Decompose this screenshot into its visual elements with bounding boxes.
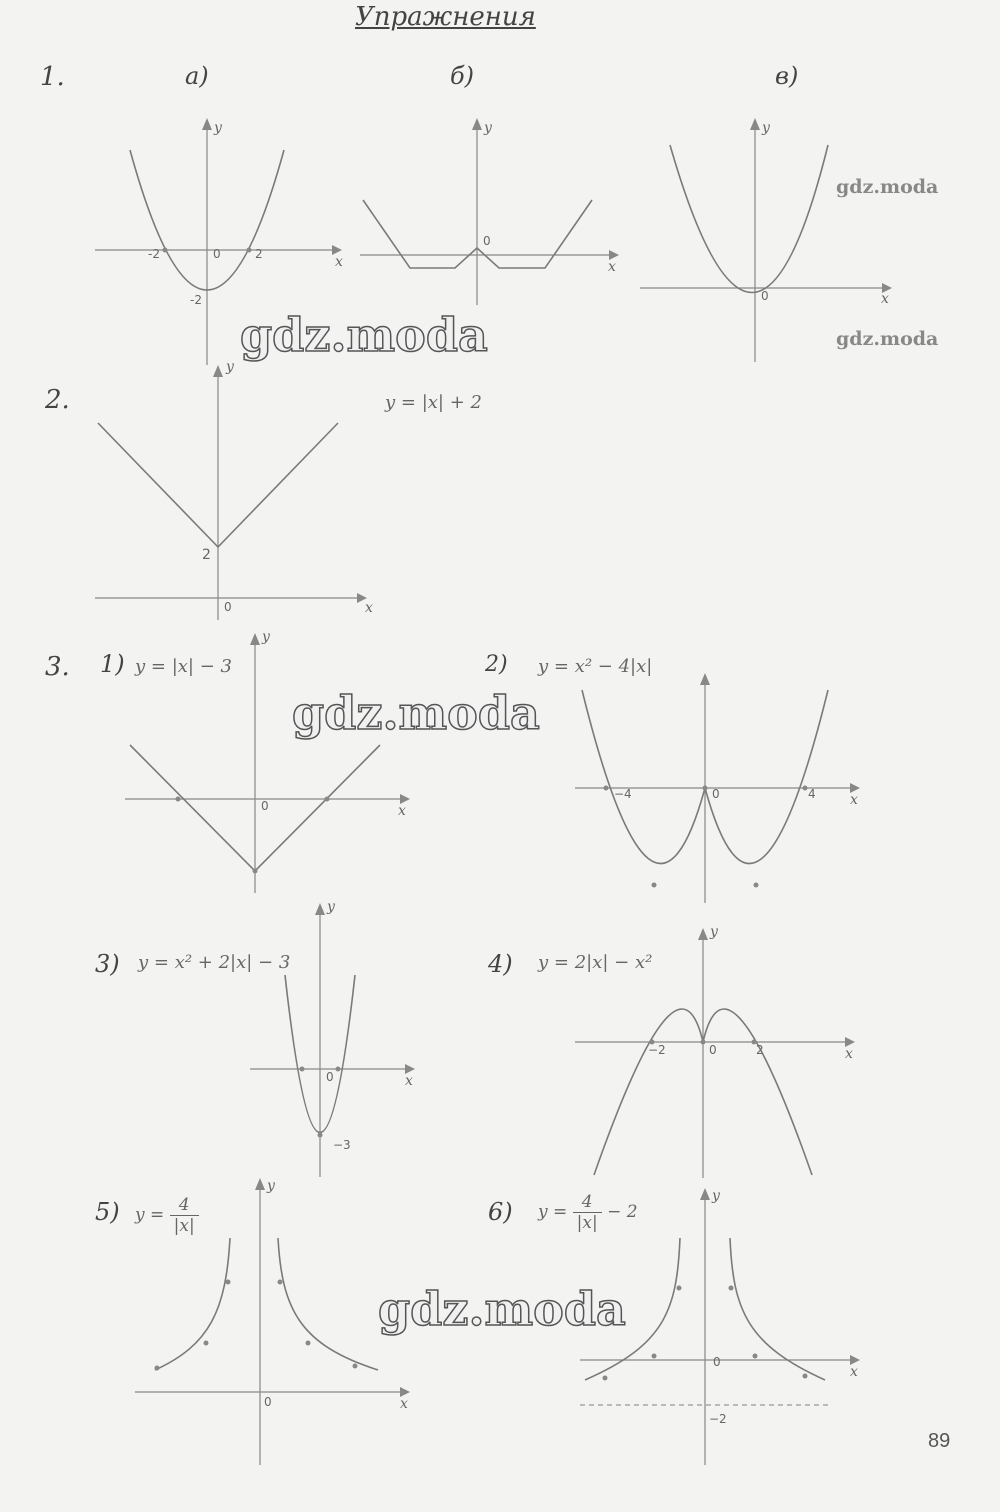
tick-label: 2	[255, 247, 263, 261]
graph-1c	[635, 110, 900, 365]
exercise-1-number: 1.	[40, 62, 65, 92]
tick-label: 2	[756, 1043, 764, 1057]
formula-lhs: y =	[538, 1202, 568, 1222]
root-point	[604, 786, 609, 791]
exercise-3-1-label: 1)	[100, 650, 125, 678]
watermark-large-3: gdz.moda	[378, 1282, 626, 1336]
x-axis-label: x	[405, 1073, 413, 1089]
exercise-2-number: 2.	[45, 385, 70, 415]
curve-point	[155, 1366, 160, 1371]
tick-label: -2	[148, 247, 160, 261]
root-point	[300, 1067, 305, 1072]
vertex-point	[253, 869, 258, 874]
tick-label: −2	[648, 1043, 666, 1057]
graph-3-4	[570, 920, 865, 1180]
graph-3-2	[570, 665, 870, 905]
x-axis-label: x	[850, 792, 858, 808]
y-axis-arrow	[202, 118, 212, 130]
x-axis-label: x	[365, 600, 373, 616]
x-axis-label: x	[398, 803, 406, 819]
exercise-3-3-formula: y = x² + 2|x| − 3	[138, 952, 291, 973]
graph-3-1	[120, 625, 420, 895]
vertex-point	[318, 1133, 323, 1138]
y-axis-arrow	[472, 118, 482, 130]
hyperbola-right-branch	[278, 1238, 378, 1370]
x-axis-label: x	[608, 259, 616, 275]
exercise-3-number: 3.	[45, 652, 70, 682]
min-point	[754, 883, 759, 888]
page-number: 89	[928, 1430, 951, 1452]
x-axis-label: x	[850, 1364, 858, 1380]
y-axis-arrow	[700, 673, 710, 685]
tick-label: 0	[709, 1043, 717, 1057]
curve-point	[603, 1376, 608, 1381]
root-point	[701, 1040, 706, 1045]
tick-label: 0	[761, 289, 769, 303]
root-point	[325, 797, 330, 802]
root-point	[247, 248, 252, 253]
exercise-3-2-formula: y = x² − 4|x|	[538, 656, 653, 677]
tick-label: 0	[326, 1070, 334, 1084]
tick-label: 0	[264, 1395, 272, 1409]
root-point	[176, 797, 181, 802]
curve-point	[729, 1286, 734, 1291]
graph-3-3	[245, 895, 425, 1180]
tick-label: 0	[224, 600, 232, 614]
watermark-large-1: gdz.moda	[240, 308, 488, 362]
y-axis-label: y	[262, 629, 270, 645]
x-axis-label: x	[881, 291, 889, 307]
formula-tail: − 2	[607, 1202, 638, 1222]
exercise-1a-label: а)	[185, 62, 209, 90]
graph-2	[90, 355, 390, 620]
curve-point	[652, 1354, 657, 1359]
tick-label: −2	[709, 1412, 727, 1426]
curve-point	[204, 1341, 209, 1346]
exercise-3-5-label: 5)	[95, 1198, 120, 1226]
tick-label: 0	[213, 247, 221, 261]
tick-label: 2	[202, 547, 211, 563]
exercise-3-1-formula: y = |x| − 3	[135, 656, 232, 677]
x-axis-label: x	[400, 1396, 408, 1412]
fraction-numerator: 4	[573, 1192, 602, 1213]
y-axis-arrow	[255, 1178, 265, 1190]
tick-label: −3	[333, 1138, 351, 1152]
y-axis-label: y	[327, 899, 335, 915]
graph-3-5	[130, 1170, 420, 1470]
curve-point	[803, 1374, 808, 1379]
y-axis-label: y	[484, 120, 492, 136]
curve-point	[677, 1286, 682, 1291]
y-axis-arrow	[250, 633, 260, 645]
tick-label: -2	[190, 293, 202, 307]
root-point	[163, 248, 168, 253]
y-axis-label: y	[762, 120, 770, 136]
y-axis-arrow	[698, 928, 708, 940]
tick-label: 0	[712, 787, 720, 801]
parabola-curve	[670, 145, 828, 293]
y-axis-label: y	[710, 924, 718, 940]
fraction-denominator: |x|	[576, 1213, 598, 1233]
tick-label: 0	[483, 234, 491, 248]
watermark-small-2: gdz.moda	[836, 328, 939, 350]
fraction-denominator: |x|	[173, 1216, 195, 1236]
hyperbola-left-branch	[155, 1238, 230, 1370]
root-point	[803, 786, 808, 791]
curve-point	[753, 1354, 758, 1359]
fraction-numerator: 4	[170, 1195, 199, 1216]
y-axis-arrow	[213, 365, 223, 377]
exercise-3-4-label: 4)	[488, 950, 513, 978]
formula-lhs: y =	[135, 1205, 165, 1225]
curve-point	[306, 1341, 311, 1346]
root-point	[703, 786, 708, 791]
y-axis-label: y	[267, 1178, 275, 1194]
exercise-3-6-label: 6)	[488, 1198, 513, 1226]
y-axis-arrow	[315, 903, 325, 915]
tick-label: 0	[261, 799, 269, 813]
graph-1b	[355, 110, 625, 310]
exercise-3-2-label: 2)	[485, 652, 508, 677]
watermark-small-1: gdz.moda	[836, 176, 939, 198]
tick-label: −4	[614, 787, 632, 801]
curve-point	[353, 1364, 358, 1369]
tick-label: 0	[713, 1355, 721, 1369]
tick-label: 4	[808, 787, 816, 801]
exercise-3-3-label: 3)	[95, 950, 120, 978]
exercise-3-4-formula: y = 2|x| − x²	[538, 952, 653, 973]
y-axis-arrow	[750, 118, 760, 130]
min-point	[652, 883, 657, 888]
curve-point	[278, 1280, 283, 1285]
exercise-1b-label: б)	[450, 62, 475, 90]
y-axis-label: y	[226, 359, 234, 375]
curve-point	[226, 1280, 231, 1285]
page-title: Упражнения	[355, 2, 536, 32]
y-axis-label: y	[214, 120, 222, 136]
y-axis-arrow	[700, 1188, 710, 1200]
y-axis-label: y	[712, 1188, 720, 1204]
x-axis-label: x	[335, 254, 343, 270]
exercise-2-formula: y = |x| + 2	[385, 392, 482, 413]
x-axis-label: x	[845, 1046, 853, 1062]
watermark-large-2: gdz.moda	[292, 686, 540, 740]
exercise-1c-label: в)	[775, 62, 799, 90]
hyperbola-right-branch	[730, 1238, 825, 1380]
root-point	[336, 1067, 341, 1072]
